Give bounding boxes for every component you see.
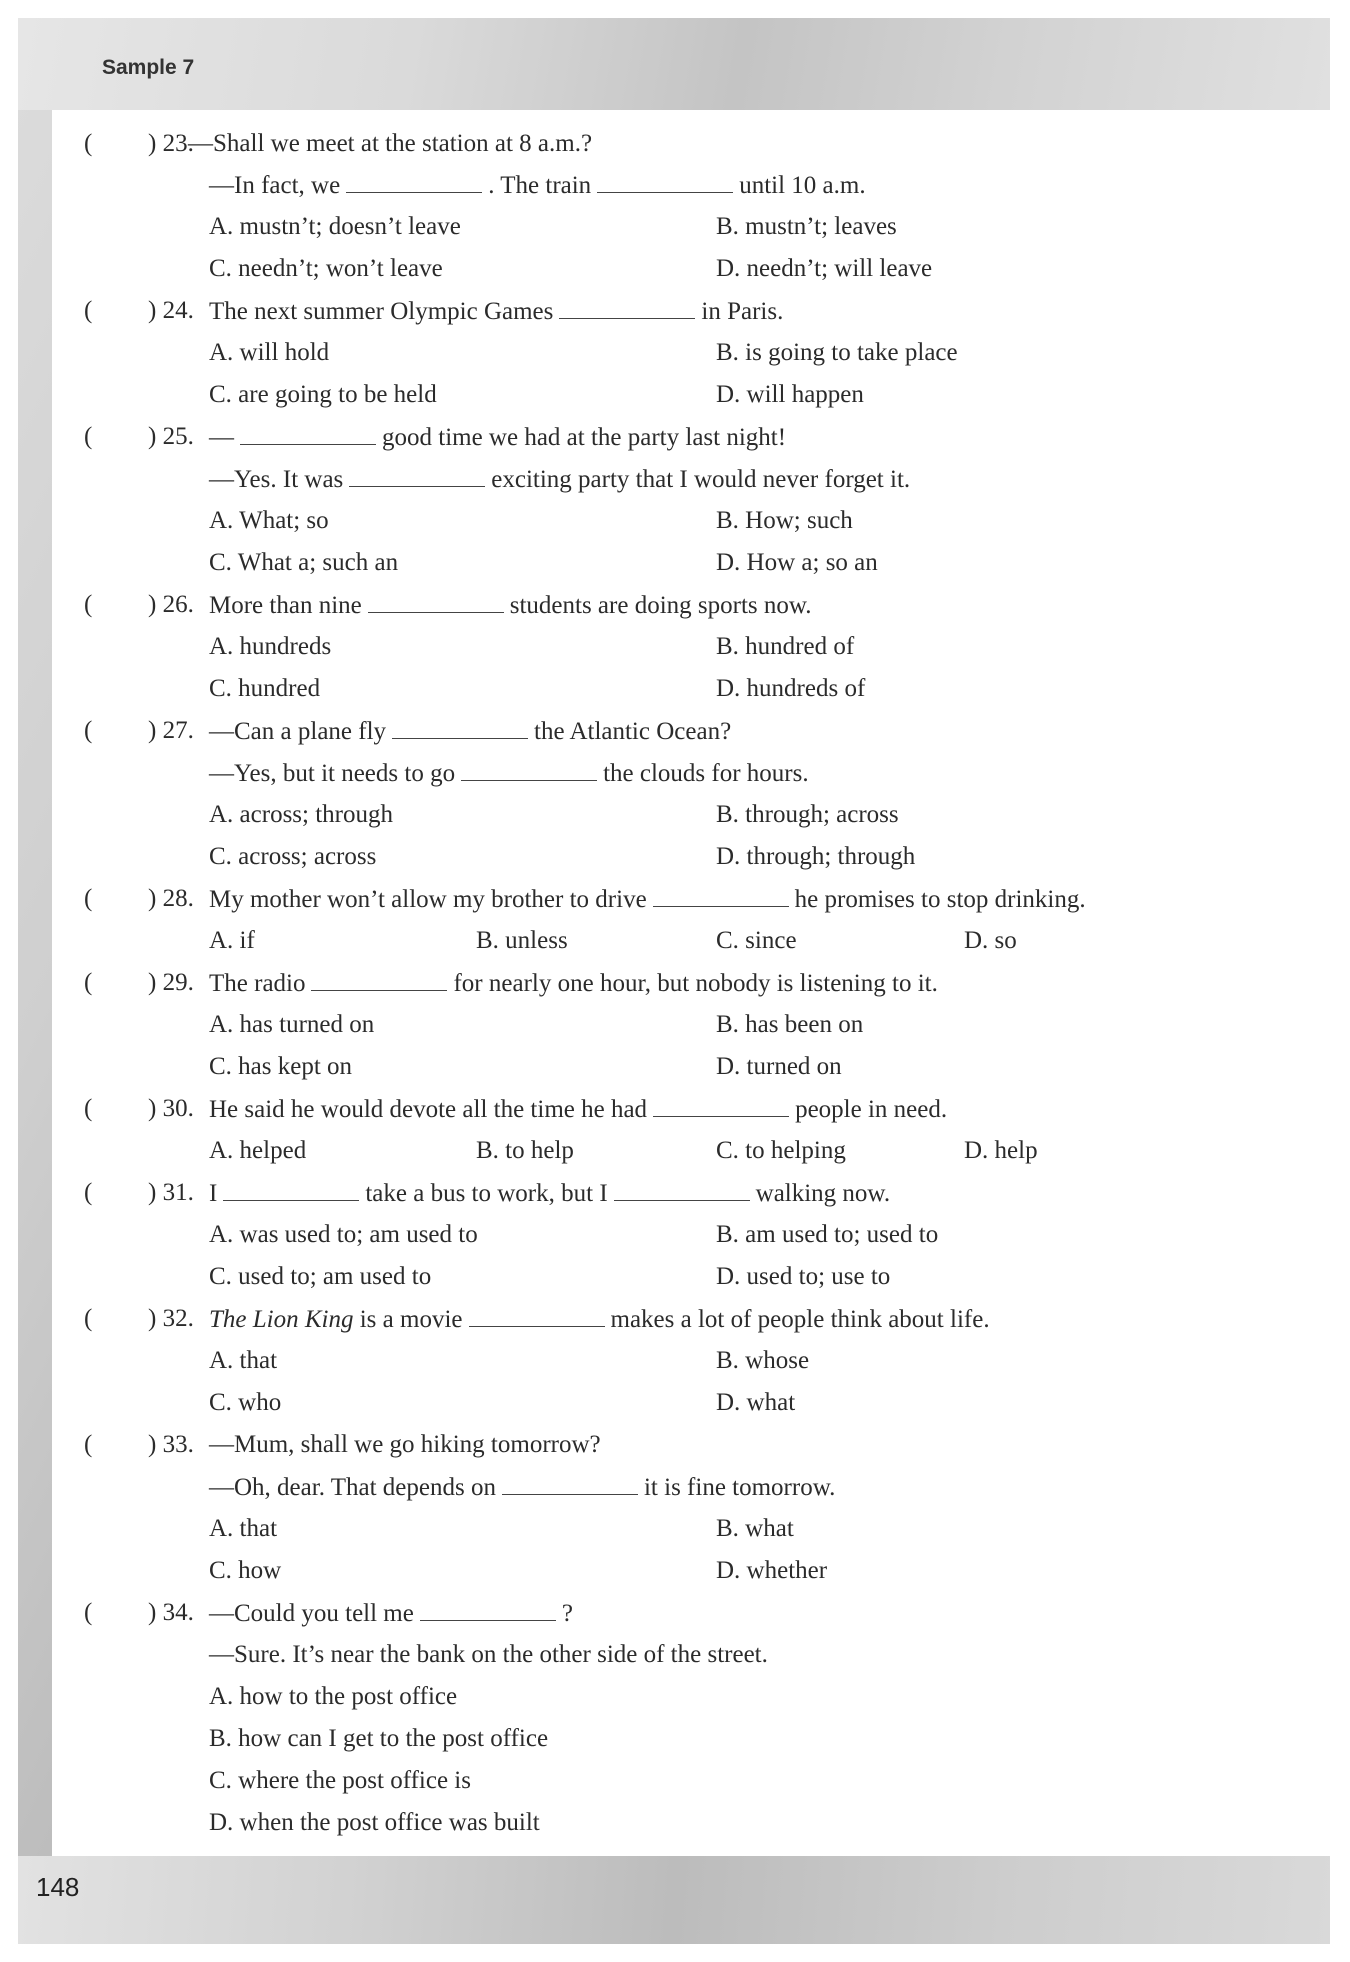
question-stem: The next summer Olympic Games in Paris. <box>209 298 784 325</box>
question-stem: —Could you tell me ? <box>209 1600 573 1627</box>
answer-blank <box>346 170 482 193</box>
question-number: ) 24. <box>148 297 194 324</box>
option-b[interactable]: B. whose <box>716 1347 810 1374</box>
answer-bracket[interactable]: ( <box>84 423 93 450</box>
option-d[interactable]: D. used to; use to <box>716 1263 891 1290</box>
question-number: ) 27. <box>148 717 194 744</box>
question-number: ) 26. <box>148 591 194 618</box>
option-c[interactable]: C. used to; am used to <box>209 1263 432 1290</box>
option-a[interactable]: A. how to the post office <box>209 1683 458 1710</box>
option-b[interactable]: B. through; across <box>716 801 899 828</box>
question-number: ) 31. <box>148 1179 194 1206</box>
option-d[interactable]: D. through; through <box>716 843 916 870</box>
question-stem-line2: —Yes, but it needs to go the clouds for hours. <box>209 760 809 787</box>
answer-bracket[interactable]: ( <box>84 885 93 912</box>
question-stem-line2: —In fact, we . The train until 10 a.m. <box>209 172 866 199</box>
question-stem: —Mum, shall we go hiking tomorrow? <box>209 1431 601 1458</box>
option-c[interactable]: C. across; across <box>209 843 377 870</box>
option-d[interactable]: D. needn’t; will leave <box>716 255 933 282</box>
question-stem: The Lion King is a movie makes a lot of people think about life. <box>209 1306 990 1333</box>
question-stem: My mother won’t allow my brother to drive he promises to stop drinking. <box>209 886 1086 913</box>
option-b[interactable]: B. unless <box>476 927 568 954</box>
option-b[interactable]: B. has been on <box>716 1011 864 1038</box>
question-number: ) 34. <box>148 1599 194 1626</box>
answer-bracket[interactable]: ( <box>84 969 93 996</box>
answer-blank <box>223 1178 359 1201</box>
question-number: ) 33. <box>148 1431 194 1458</box>
answer-bracket[interactable]: ( <box>84 1599 93 1626</box>
movie-title: The Lion King <box>209 1306 354 1333</box>
option-b[interactable]: B. am used to; used to <box>716 1221 939 1248</box>
question-stem: The radio for nearly one hour, but nobody is listening to it. <box>209 970 938 997</box>
answer-blank <box>502 1472 638 1495</box>
page-number: 148 <box>36 1872 80 1902</box>
option-c[interactable]: C. needn’t; won’t leave <box>209 255 443 282</box>
answer-bracket[interactable]: ( <box>84 717 93 744</box>
option-b[interactable]: B. how can I get to the post office <box>209 1725 549 1752</box>
option-d[interactable]: D. hundreds of <box>716 675 866 702</box>
question-stem: He said he would devote all the time he had people in need. <box>209 1096 948 1123</box>
option-d[interactable]: D. help <box>964 1137 1038 1164</box>
option-c[interactable]: C. to helping <box>716 1137 846 1164</box>
answer-blank <box>469 1304 605 1327</box>
option-c[interactable]: C. What a; such an <box>209 549 399 576</box>
question-number: ) 32. <box>148 1305 194 1332</box>
option-b[interactable]: B. to help <box>476 1137 574 1164</box>
answer-bracket[interactable]: ( <box>84 1305 93 1332</box>
option-c[interactable]: C. has kept on <box>209 1053 353 1080</box>
answer-bracket[interactable]: ( <box>84 591 93 618</box>
answer-blank <box>368 590 504 613</box>
option-c[interactable]: C. where the post office is <box>209 1767 471 1794</box>
option-a[interactable]: A. was used to; am used to <box>209 1221 478 1248</box>
answer-blank <box>392 716 528 739</box>
option-b[interactable]: B. is going to take place <box>716 339 958 366</box>
answer-bracket[interactable]: ( <box>84 297 93 324</box>
question-number: ) 25. <box>148 423 194 450</box>
sample-label: Sample 7 <box>102 56 195 79</box>
option-a[interactable]: A. hundreds <box>209 633 332 660</box>
answer-blank <box>653 1094 789 1117</box>
answer-bracket[interactable]: ( <box>84 130 93 157</box>
footer-band <box>18 1856 1330 1944</box>
question-stem: —Shall we meet at the station at 8 a.m.? <box>188 130 593 157</box>
option-d[interactable]: D. so <box>964 927 1017 954</box>
option-c[interactable]: C. since <box>716 927 797 954</box>
option-a[interactable]: A. has turned on <box>209 1011 375 1038</box>
question-number: ) 30. <box>148 1095 194 1122</box>
option-b[interactable]: B. mustn’t; leaves <box>716 213 897 240</box>
question-stem: — good time we had at the party last night! <box>209 424 787 451</box>
option-c[interactable]: C. how <box>209 1557 282 1584</box>
answer-bracket[interactable]: ( <box>84 1179 93 1206</box>
question-number: ) 29. <box>148 969 194 996</box>
answer-blank <box>597 170 733 193</box>
option-a[interactable]: A. What; so <box>209 507 329 534</box>
option-d[interactable]: D. whether <box>716 1557 828 1584</box>
option-a[interactable]: A. helped <box>209 1137 307 1164</box>
option-a[interactable]: A. that <box>209 1515 278 1542</box>
option-d[interactable]: D. what <box>716 1389 796 1416</box>
option-a[interactable]: A. will hold <box>209 339 330 366</box>
question-stem-line2: —Yes. It was exciting party that I would never forget it. <box>209 466 911 493</box>
answer-blank <box>240 422 376 445</box>
option-d[interactable]: D. will happen <box>716 381 864 408</box>
question-stem-line2: —Sure. It’s near the bank on the other side of the street. <box>209 1641 768 1668</box>
option-d[interactable]: D. when the post office was built <box>209 1809 540 1836</box>
option-c[interactable]: C. are going to be held <box>209 381 437 408</box>
answer-blank <box>420 1598 556 1621</box>
question-number: ) 28. <box>148 885 194 912</box>
question-stem-line2: —Oh, dear. That depends on it is fine tomorrow. <box>209 1474 836 1501</box>
answer-blank <box>614 1178 750 1201</box>
option-b[interactable]: B. hundred of <box>716 633 855 660</box>
option-d[interactable]: D. How a; so an <box>716 549 878 576</box>
option-c[interactable]: C. who <box>209 1389 282 1416</box>
answer-blank <box>653 884 789 907</box>
option-a[interactable]: A. if <box>209 927 255 954</box>
answer-bracket[interactable]: ( <box>84 1431 93 1458</box>
question-stem: I take a bus to work, but I walking now. <box>209 1180 891 1207</box>
option-c[interactable]: C. hundred <box>209 675 321 702</box>
option-b[interactable]: B. what <box>716 1515 794 1542</box>
question-stem: —Can a plane fly the Atlantic Ocean? <box>209 718 732 745</box>
answer-blank <box>559 296 695 319</box>
answer-bracket[interactable]: ( <box>84 1095 93 1122</box>
answer-blank <box>461 758 597 781</box>
option-a[interactable]: A. mustn’t; doesn’t leave <box>209 213 461 240</box>
option-d[interactable]: D. turned on <box>716 1053 842 1080</box>
option-a[interactable]: A. across; through <box>209 801 393 828</box>
answer-blank <box>349 464 485 487</box>
option-b[interactable]: B. How; such <box>716 507 853 534</box>
answer-blank <box>311 968 447 991</box>
question-number: ) 23. <box>148 130 194 157</box>
option-a[interactable]: A. that <box>209 1347 278 1374</box>
header-band <box>18 18 1330 110</box>
question-stem: More than nine students are doing sports now. <box>209 592 812 619</box>
